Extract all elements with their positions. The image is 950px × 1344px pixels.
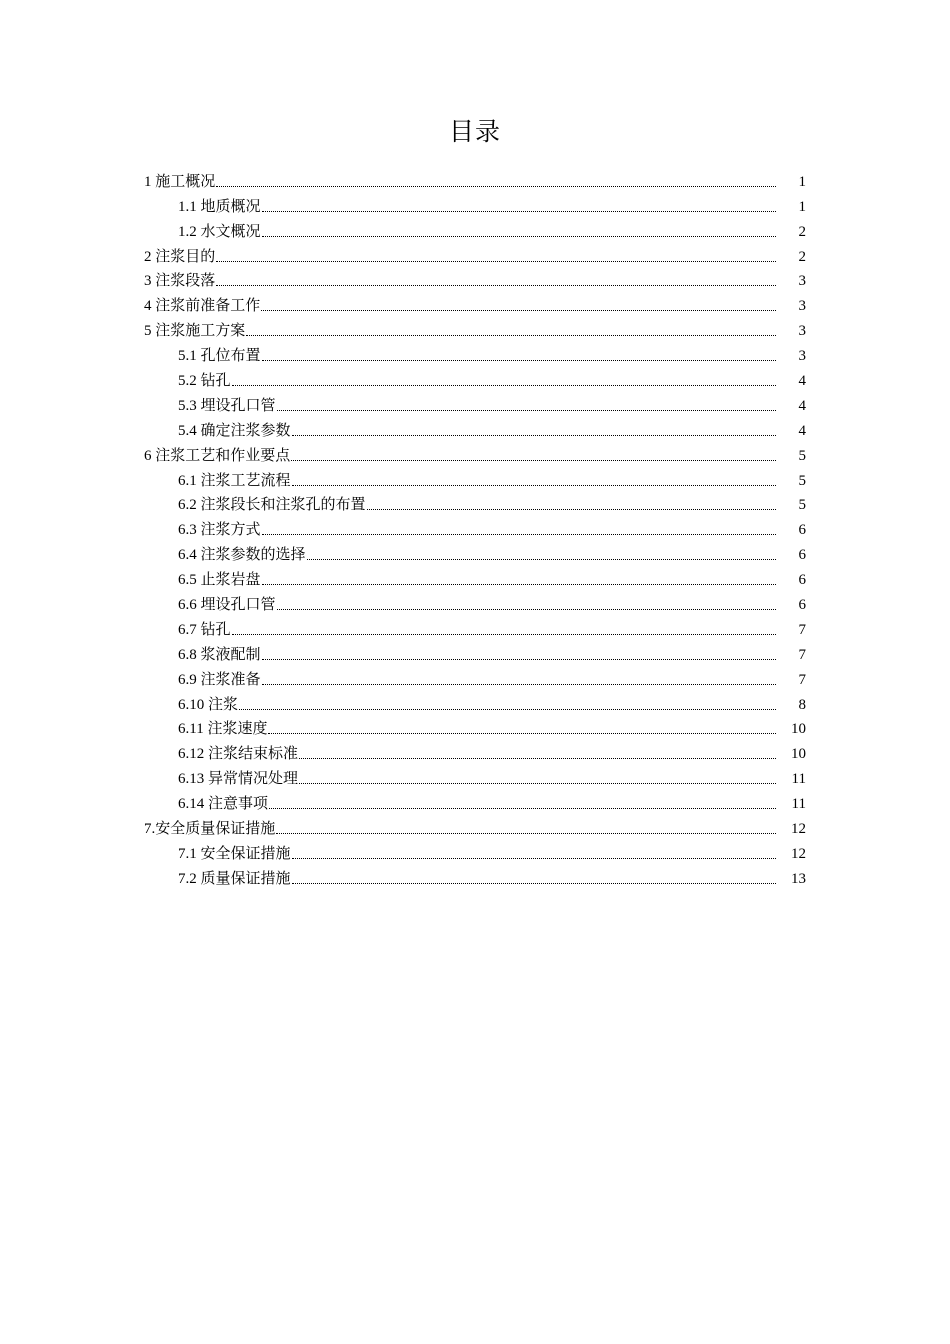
- toc-dot-leader: [232, 383, 776, 386]
- toc-entry[interactable]: [0, 290, 950, 315]
- toc-entry-page-number: 6: [798, 572, 806, 589]
- toc-dot-leader: [367, 507, 776, 510]
- toc-dot-leader: [277, 408, 776, 411]
- toc-entry-label: 1.1 地质概况: [178, 198, 261, 215]
- toc-dot-leader: [232, 632, 776, 635]
- toc-entry-page-number: 4: [798, 373, 806, 390]
- toc-dot-leader: [262, 682, 776, 685]
- toc-entry-page-number: 3: [798, 298, 806, 315]
- toc-entry-page-number: 1: [798, 173, 806, 190]
- toc-entry-label: 4 注浆前准备工作: [144, 298, 261, 315]
- toc-entry-page-number: 7: [798, 621, 806, 638]
- toc-entry-page-number: 13: [791, 870, 806, 887]
- toc-entry-page-number: 3: [798, 348, 806, 365]
- toc-entry-label: 6.14 注意事项: [178, 796, 269, 813]
- toc-entry[interactable]: [0, 440, 950, 465]
- toc-entry[interactable]: [0, 539, 950, 564]
- toc-dot-leader: [246, 333, 776, 336]
- toc-entry-label: 5.3 埋设孔口管: [178, 397, 276, 414]
- toc-entry-label: 6.10 注浆: [178, 696, 239, 713]
- toc-entry[interactable]: [0, 564, 950, 589]
- toc-entry[interactable]: [0, 191, 950, 216]
- toc-dot-leader: [239, 707, 776, 710]
- toc-entry[interactable]: [0, 315, 950, 340]
- toc-entry-label: 6.13 异常情况处理: [178, 771, 299, 788]
- toc-entry-label: 2 注浆目的: [144, 248, 216, 265]
- toc-entry-label: 1.2 水文概况: [178, 223, 261, 240]
- toc-entry-label: 6.8 浆液配制: [178, 646, 261, 663]
- toc-dot-leader: [262, 234, 776, 237]
- toc-entry-page-number: 4: [798, 422, 806, 439]
- toc-dot-leader: [262, 209, 776, 212]
- toc-dot-leader: [291, 458, 776, 461]
- toc-entry-page-number: 6: [798, 547, 806, 564]
- toc-dot-leader: [292, 856, 776, 859]
- toc-entry[interactable]: [0, 340, 950, 365]
- toc-entry-label: 6.12 注浆结束标准: [178, 746, 299, 763]
- toc-entry[interactable]: [0, 166, 950, 191]
- toc-dot-leader: [262, 532, 776, 535]
- toc-entry[interactable]: [0, 689, 950, 714]
- toc-entry-page-number: 3: [798, 323, 806, 340]
- toc-entry-label: 5.4 确定注浆参数: [178, 422, 291, 439]
- toc-entry-label: 7.2 质量保证措施: [178, 870, 291, 887]
- toc-entry-label: 6.2 注浆段长和注浆孔的布置: [178, 497, 366, 514]
- toc-dot-leader: [262, 358, 776, 361]
- toc-entry[interactable]: [0, 664, 950, 689]
- toc-entry-page-number: 5: [798, 497, 806, 514]
- toc-entry-label: 6.11 注浆速度: [178, 721, 268, 738]
- toc-entry-page-number: 1: [798, 198, 806, 215]
- toc-entry-page-number: 4: [798, 397, 806, 414]
- toc-entry-label: 6.7 钻孔: [178, 621, 231, 638]
- toc-dot-leader: [216, 184, 776, 187]
- toc-entry-page-number: 6: [798, 522, 806, 539]
- toc-dot-leader: [299, 781, 776, 784]
- toc-entry[interactable]: [0, 589, 950, 614]
- toc-dot-leader: [262, 582, 776, 585]
- toc-dot-leader: [307, 557, 776, 560]
- toc-entry-label: 5.1 孔位布置: [178, 348, 261, 365]
- toc-entry-label: 6.4 注浆参数的选择: [178, 547, 306, 564]
- toc-entry-page-number: 2: [798, 223, 806, 240]
- toc-dot-leader: [216, 259, 776, 262]
- toc-entry-label: 6.6 埋设孔口管: [178, 597, 276, 614]
- toc-entry[interactable]: [0, 490, 950, 515]
- toc-dot-leader: [216, 283, 776, 286]
- toc-entry[interactable]: [0, 266, 950, 291]
- toc-entry-page-number: 10: [791, 746, 806, 763]
- toc-dot-leader: [276, 831, 776, 834]
- toc-entry-page-number: 7: [798, 671, 806, 688]
- toc-entry-label: 6.9 注浆准备: [178, 671, 261, 688]
- toc-entry-page-number: 6: [798, 597, 806, 614]
- toc-entry-page-number: 12: [791, 845, 806, 862]
- toc-entry-label: 6 注浆工艺和作业要点: [144, 447, 291, 464]
- toc-entry-page-number: 2: [798, 248, 806, 265]
- toc-entry-page-number: 5: [798, 447, 806, 464]
- toc-dot-leader: [292, 483, 776, 486]
- toc-entry[interactable]: [0, 639, 950, 664]
- toc-entry-label: 1 施工概况: [144, 173, 216, 190]
- toc-entry-label: 7.安全质量保证措施: [144, 821, 276, 838]
- toc-entry[interactable]: [0, 514, 950, 539]
- toc-entry[interactable]: [0, 738, 950, 763]
- toc-dot-leader: [268, 731, 776, 734]
- toc-entry-label: 7.1 安全保证措施: [178, 845, 291, 862]
- toc-entry[interactable]: [0, 241, 950, 266]
- toc-dot-leader: [262, 657, 776, 660]
- toc-entry-page-number: 7: [798, 646, 806, 663]
- toc-entry-label: 5.2 钻孔: [178, 373, 231, 390]
- toc-entry[interactable]: [0, 788, 950, 813]
- toc-entry-page-number: 11: [791, 771, 806, 788]
- toc-entry-label: 6.3 注浆方式: [178, 522, 261, 539]
- page-title: 目录: [448, 119, 501, 146]
- toc-entry[interactable]: [0, 838, 950, 863]
- table-of-contents: [0, 166, 950, 888]
- toc-entry-label: 5 注浆施工方案: [144, 323, 246, 340]
- toc-entry[interactable]: [0, 714, 950, 739]
- toc-entry-page-number: 12: [791, 821, 806, 838]
- toc-dot-leader: [269, 806, 776, 809]
- toc-dot-leader: [292, 881, 776, 884]
- toc-entry-label: 3 注浆段落: [144, 273, 216, 290]
- toc-entry[interactable]: [0, 415, 950, 440]
- toc-entry-page-number: 11: [791, 796, 806, 813]
- toc-entry-page-number: 5: [798, 472, 806, 489]
- toc-entry-label: 6.1 注浆工艺流程: [178, 472, 291, 489]
- toc-dot-leader: [277, 607, 776, 610]
- toc-entry[interactable]: [0, 390, 950, 415]
- toc-entry-page-number: 8: [798, 696, 806, 713]
- toc-entry[interactable]: [0, 365, 950, 390]
- toc-entry[interactable]: [0, 216, 950, 241]
- toc-entry[interactable]: [0, 614, 950, 639]
- toc-entry[interactable]: [0, 763, 950, 788]
- toc-entry-page-number: 3: [798, 273, 806, 290]
- toc-entry[interactable]: [0, 813, 950, 838]
- toc-dot-leader: [261, 308, 776, 311]
- toc-entry-label: 6.5 止浆岩盘: [178, 572, 261, 589]
- toc-entry-page-number: 10: [791, 721, 806, 738]
- toc-dot-leader: [299, 756, 776, 759]
- toc-entry[interactable]: [0, 465, 950, 490]
- toc-dot-leader: [292, 433, 776, 436]
- toc-entry[interactable]: [0, 863, 950, 888]
